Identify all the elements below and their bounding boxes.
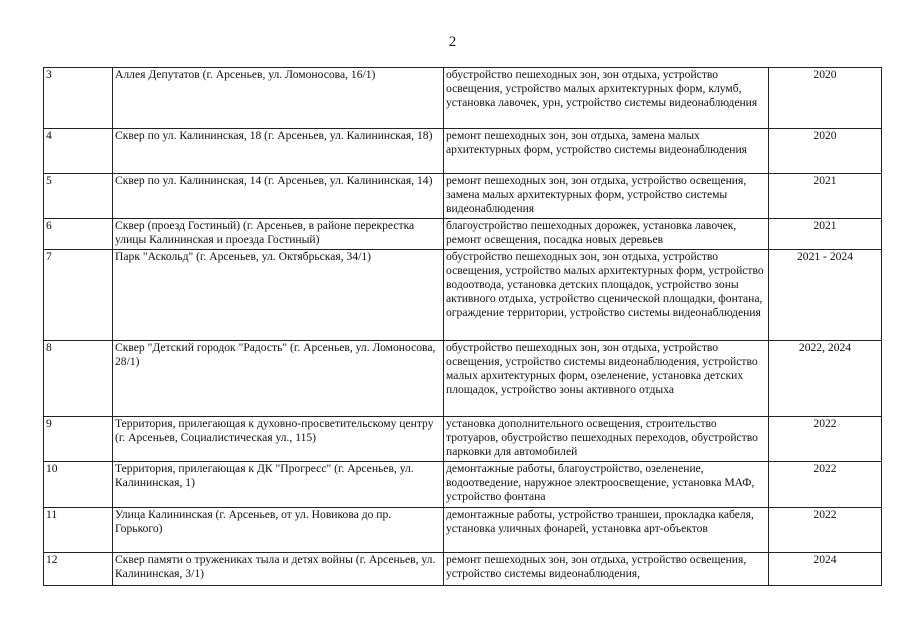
implementation-year: 2022, 2024 bbox=[769, 341, 882, 417]
works-description: демонтажные работы, устройство траншеи, прокладка кабеля, установка уличных фонарей, установка арт-объектов bbox=[444, 508, 769, 553]
object-name: Территория, прилегающая к ДК "Прогресс" (г. Арсеньев, ул. Калининская, 1) bbox=[113, 462, 444, 508]
table-row bbox=[44, 250, 882, 341]
table-row bbox=[44, 68, 882, 129]
object-name: Сквер (проезд Гостиный) (г. Арсеньев, в районе перекрестка улицы Калининская и проезда Гостиный) bbox=[113, 219, 444, 250]
object-name: Сквер "Детский городок "Радость" (г. Арсеньев, ул. Ломоносова, 28/1) bbox=[113, 341, 444, 417]
object-name: Территория, прилегающая к духовно-просветительскому центру (г. Арсеньев, Социалистическая ул., 115) bbox=[113, 417, 444, 462]
row-number: 3 bbox=[44, 68, 113, 129]
works-description: ремонт пешеходных зон, зон отдыха, замена малых архитектурных форм, устройство системы видеонаблюдения bbox=[444, 129, 769, 174]
row-number: 6 bbox=[44, 219, 113, 250]
implementation-year: 2020 bbox=[769, 68, 882, 129]
works-description: демонтажные работы, благоустройство, озеленение, водоотведение, наружное электроосвещение, установка МАФ, устройство фонтана bbox=[444, 462, 769, 508]
implementation-year: 2020 bbox=[769, 129, 882, 174]
works-description: обустройство пешеходных зон, зон отдыха, устройство освещения, устройство малых архитектурных форм, устройство водоотвода, установка детских площадок, устройство зоны активного отдыха, устройство сценической площадки, фонтана, ограждение территории, устройство системы видеонаблюдения bbox=[444, 250, 769, 341]
improvement-objects-table bbox=[43, 67, 882, 586]
table-row bbox=[44, 129, 882, 174]
object-name: Аллея Депутатов (г. Арсеньев, ул. Ломоносова, 16/1) bbox=[113, 68, 444, 129]
object-name: Сквер по ул. Калининская, 18 (г. Арсеньев, ул. Калининская, 18) bbox=[113, 129, 444, 174]
row-number: 8 bbox=[44, 341, 113, 417]
table-row bbox=[44, 341, 882, 417]
row-number: 4 bbox=[44, 129, 113, 174]
works-description: обустройство пешеходных зон, зон отдыха, устройство освещения, устройство малых архитектурных форм, клумб, установка лавочек, урн, устройство системы видеонаблюдения bbox=[444, 68, 769, 129]
table-row bbox=[44, 219, 882, 250]
table-row bbox=[44, 174, 882, 219]
page-number: 2 bbox=[448, 34, 457, 50]
object-name: Улица Калининская (г. Арсеньев, от ул. Новикова до пр. Горького) bbox=[113, 508, 444, 553]
row-number: 5 bbox=[44, 174, 113, 219]
works-description: ремонт пешеходных зон, зон отдыха, устройство освещения, устройство системы видеонаблюдения, bbox=[444, 553, 769, 586]
table-row bbox=[44, 508, 882, 553]
table-row bbox=[44, 553, 882, 586]
works-description: ремонт пешеходных зон, зон отдыха, устройство освещения, замена малых архитектурных форм, устройство системы видеонаблюдения bbox=[444, 174, 769, 219]
table-row bbox=[44, 417, 882, 462]
object-name: Сквер памяти о тружениках тыла и детях войны (г. Арсеньев, ул. Калининская, 3/1) bbox=[113, 553, 444, 586]
implementation-year: 2022 bbox=[769, 508, 882, 553]
row-number: 11 bbox=[44, 508, 113, 553]
works-description: обустройство пешеходных зон, зон отдыха, устройство освещения, устройство системы видеонаблюдения, устройство малых архитектурных форм, озеленение, установка детских площадок, устройство зоны активного отдыха bbox=[444, 341, 769, 417]
implementation-year: 2021 - 2024 bbox=[769, 250, 882, 341]
implementation-year: 2021 bbox=[769, 219, 882, 250]
row-number: 12 bbox=[44, 553, 113, 586]
implementation-year: 2021 bbox=[769, 174, 882, 219]
object-name: Парк "Аскольд" (г. Арсеньев, ул. Октябрьская, 34/1) bbox=[113, 250, 444, 341]
row-number: 7 bbox=[44, 250, 113, 341]
row-number: 9 bbox=[44, 417, 113, 462]
implementation-year: 2024 bbox=[769, 553, 882, 586]
row-number: 10 bbox=[44, 462, 113, 508]
works-description: благоустройство пешеходных дорожек, установка лавочек, ремонт освещения, посадка новых деревьев bbox=[444, 219, 769, 250]
works-description: установка дополнительного освещения, строительство тротуаров, обустройство пешеходных переходов, обустройство парковки для автомобилей bbox=[444, 417, 769, 462]
table-row bbox=[44, 462, 882, 508]
implementation-year: 2022 bbox=[769, 417, 882, 462]
object-name: Сквер по ул. Калининская, 14 (г. Арсеньев, ул. Калининская, 14) bbox=[113, 174, 444, 219]
implementation-year: 2022 bbox=[769, 462, 882, 508]
